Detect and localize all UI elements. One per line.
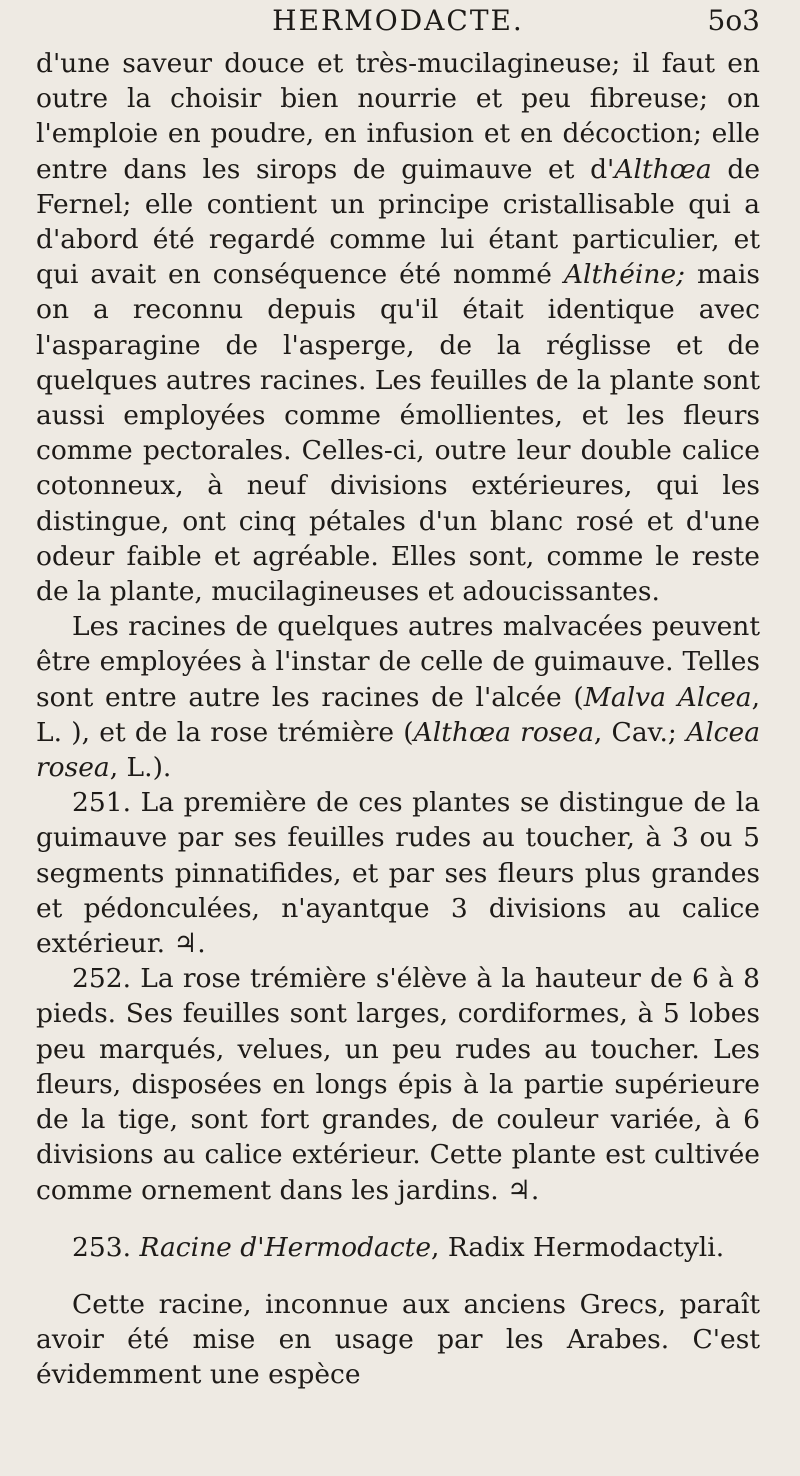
text-run: , L. ), et de la rose trémière (	[36, 681, 760, 748]
text-run: 253.	[72, 1231, 140, 1263]
italic-text: Althœa	[614, 153, 712, 185]
text-run: Cette racine, inconnue aux anciens Grecs, paraît avoir été mise en usage par les Arabes. C'est évidemment une espèce	[36, 1288, 760, 1391]
paragraph-4	[36, 961, 760, 1207]
text-run: , L.).	[109, 752, 172, 784]
italic-text: Malva Alcea	[583, 681, 752, 713]
page-header	[36, 0, 760, 46]
paragraph-2	[36, 609, 760, 785]
running-title: HERMODACTE.	[272, 4, 524, 37]
paragraph-5	[36, 1230, 760, 1265]
text-run: de Fernel; elle contient un principe cristallisable qui a d'abord été regardé comme lui étant particulier, et qui avait en conséquence été nommé	[36, 153, 760, 291]
text-run: Les racines de quelques autres malvacées peuvent être employées à l'instar de celle de guimauve. Telles sont entre autre les racines de l'alcée (	[36, 611, 760, 713]
text-run: 252. La rose trémière s'élève à la hauteur de 6 à 8 pieds. Ses feuilles sont larges, cordiformes, à 5 lobes peu marqués, velues, un peu rudes au toucher. Les fleurs, disposées en longs épis à la partie supérieure de la tige, sont fort grandes, de couleur variée, à 6 divisions au calice extérieur. Cette plante est cultivée comme ornement dans les jardins. ♃.	[36, 963, 760, 1206]
italic-text: Racine d'Hermodacte	[139, 1231, 432, 1263]
italic-text: Althœa rosea	[413, 716, 594, 748]
text-run: , Radix Hermodactyli.	[431, 1231, 725, 1263]
text-run: , Cav.;	[593, 716, 687, 748]
page-body	[36, 46, 760, 1393]
paragraph-3	[36, 785, 760, 961]
text-run: d'une saveur douce et très-mucilagineuse; il faut en outre la choisir bien nourrie et peu fibreuse; on l'emploie en poudre, en infusion et en décoction; elle entre dans les sirops de guimauve et d'	[36, 48, 760, 185]
italic-text: Althéine;	[563, 259, 686, 291]
page-number: 5o3	[707, 4, 760, 37]
text-run: 251. La première de ces plantes se distingue de la guimauve par ses feuilles rudes au toucher, à 3 ou 5 segments pinnatifides, et par ses fleurs plus grandes et pédonculées, n'ayantque 3 divisions au calice extérieur. ♃.	[36, 787, 760, 960]
paragraph-6	[36, 1287, 760, 1393]
italic-text: Alcea rosea	[36, 716, 760, 784]
paragraph-1	[36, 46, 760, 609]
text-run: mais on a reconnu depuis qu'il était identique avec l'asparagine de l'asperge, de la réglisse et de quelques autres racines. Les feuilles de la plante sont aussi employées comme émollientes, et les fleurs comme pectorales. Celles-ci, outre leur double calice cotonneux, à neuf divisions extérieures, qui les distingue, ont cinq pétales d'un blanc rosé et d'une odeur faible et agréable. Elles sont, comme le reste de la plante, mucilagineuses et adoucissantes.	[36, 259, 760, 608]
